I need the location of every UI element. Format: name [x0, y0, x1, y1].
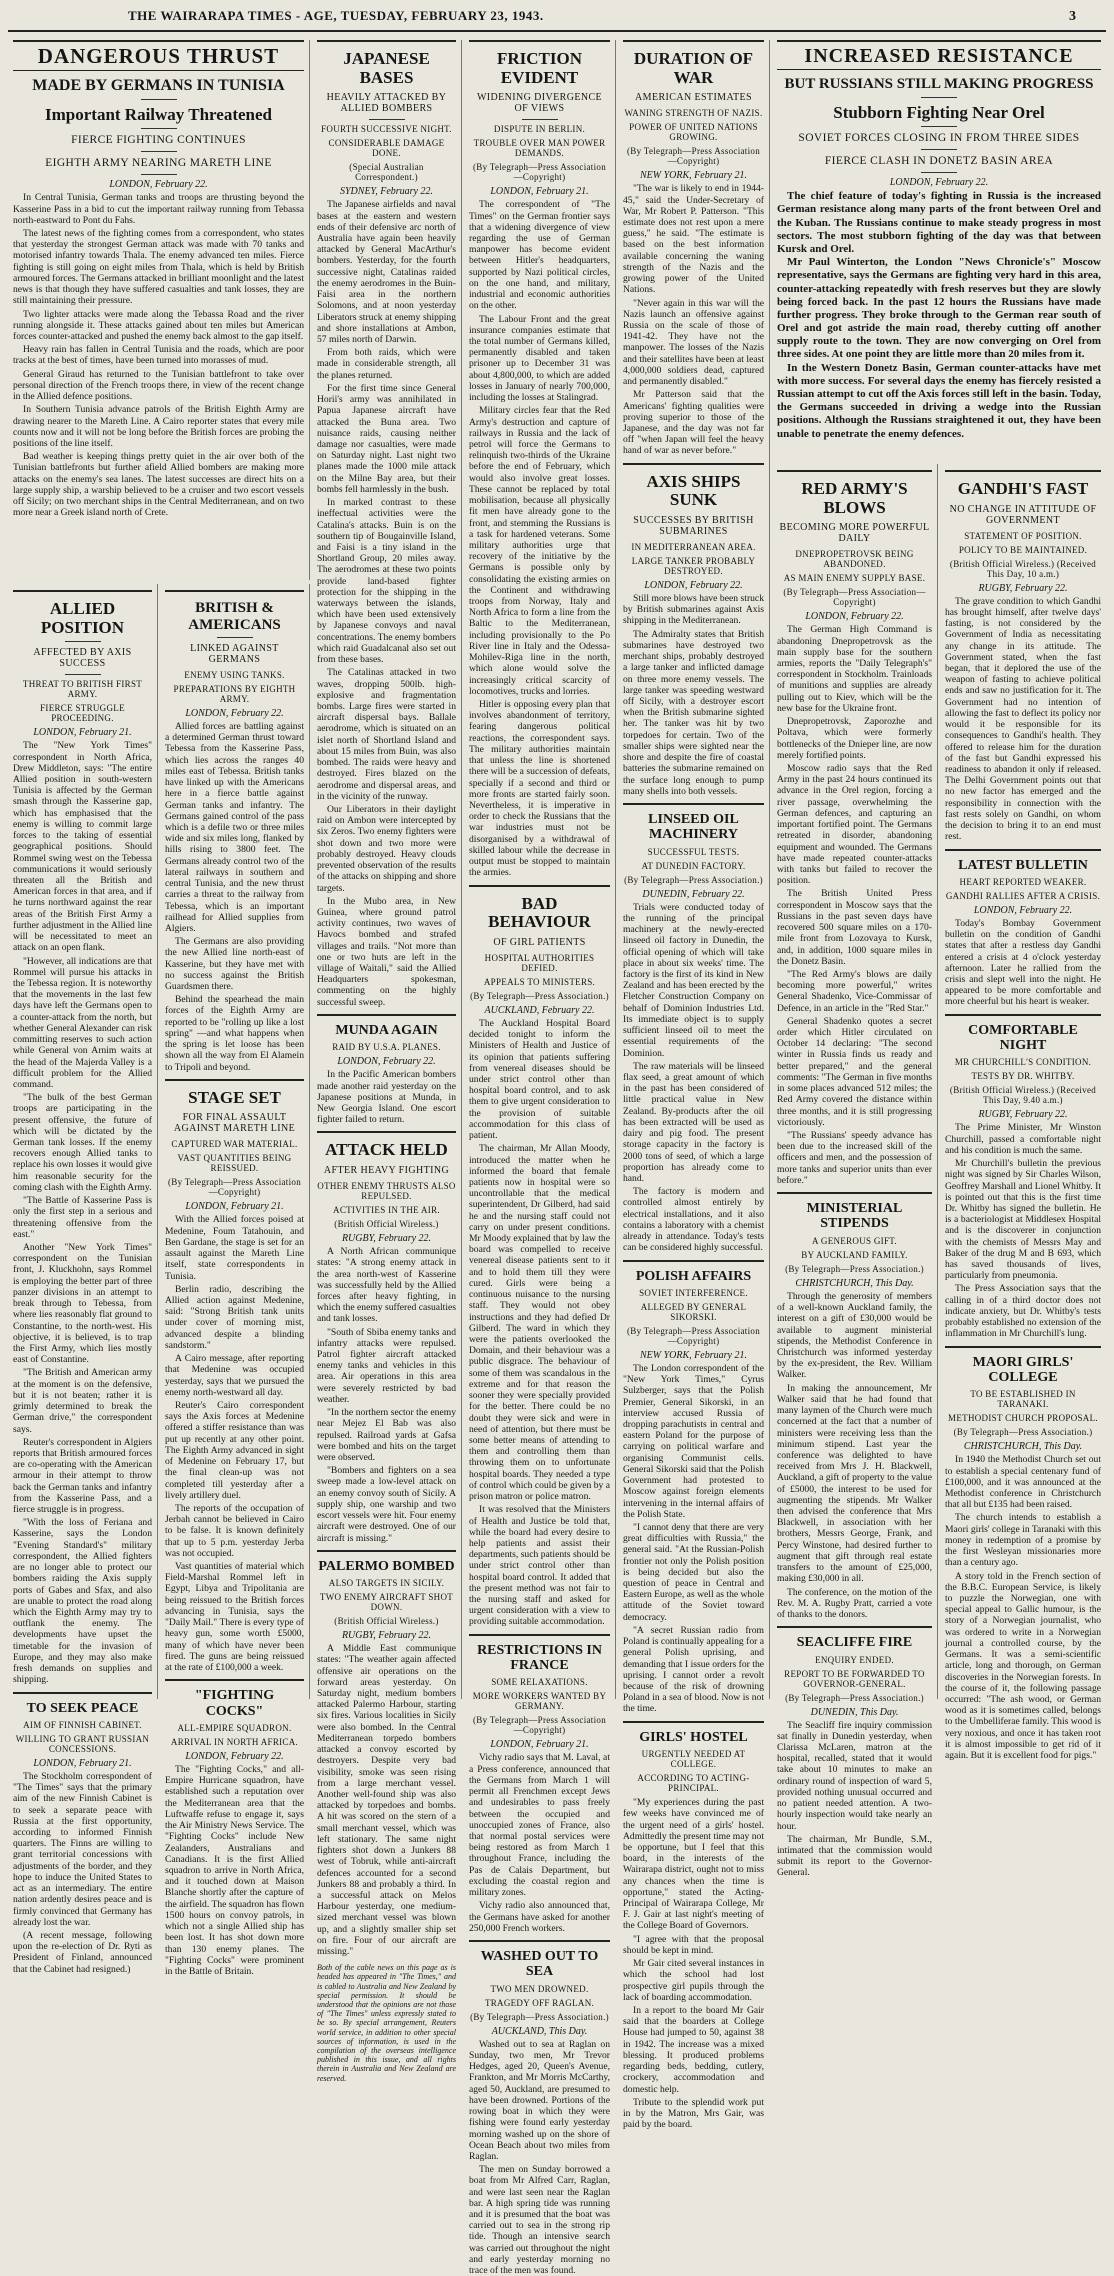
page-number: 3 — [1069, 9, 1076, 24]
headline-bad-behaviour: BAD BEHAVIOUR — [488, 893, 591, 932]
column-7-lower — [940, 464, 1106, 1762]
subhead: PREPARATIONS BY EIGHTH ARMY. — [173, 684, 296, 704]
paragraph: Another "New York Times" correspondent on the Tunisian front, J. Kluckhohn, says Rommel is employing the better part of three panzer divisions in an attempt to break through to Tebessa, from where lies reasonably flat ground to Constantine, to the north-west. His objective, it is believed, is to trap the First Army, which lies mostly east of Constantine. — [13, 1242, 152, 1366]
headline-red-army-blows: RED ARMY'S BLOWS — [801, 479, 908, 517]
headline-washed-out: WASHED OUT TO SEA — [480, 1948, 599, 1980]
divider — [65, 674, 101, 675]
paragraph: The Admiralty states that British submarines have destroyed two merchant ships, probably destroyed a large tanker and inflicted damage on three more enemy vessels. The large tanker was speeding westward off Sicily, with a destroyer escort when the British submarine sighted her. The tanker was hit by two torpedoes for certain. Two of the smaller ships were sighted near the shore and despite the fire of coastal batteries the submarine remained on the surface long enough to pump many shells into both vessels. — [623, 628, 764, 797]
article-latest-bulletin — [945, 849, 1101, 1008]
subhead: SOVIET INTERFERENCE. — [639, 1287, 748, 1298]
dateline: NEW YORK, February 21. — [640, 1349, 747, 1361]
paragraph: Berlin radio, describing the Allied action against Medenine, said: "Strong British tank units under cover of morning mist, advanced despite a blinding sandstorm." — [165, 1283, 304, 1351]
headline-girls-hostel: GIRLS' HOSTEL — [639, 1729, 748, 1745]
paragraph: The reports of the occupation of Jerbah cannot be believed in Cairo to be false. It is known definitely that up to 5 p.m. yesterday Jerba was not occupied. — [165, 1502, 304, 1559]
paragraph: Vast quantities of material which Field-Marshal Rommel left in Egypt, Libya and Tripolitania are being reissued to the British forces advancing in Tunisia, says the "Daily Mail." There is every type of heavy gun, some worth £5000, many of which have never been fired. The guns are being reissued at the rate of £100,000 a week. — [165, 1561, 304, 1673]
subhead: AMERICAN ESTIMATES — [635, 92, 752, 104]
dateline: LONDON, February 22. — [644, 580, 743, 591]
credit: (British Official Wireless.) (Received This Day, 9.40 a.m.) — [949, 1085, 1097, 1106]
subhead: POLICY TO BE MAINTAINED. — [958, 544, 1088, 555]
subhead: SOME RELAXATIONS. — [491, 1677, 588, 1688]
subhead: REPORT TO BE FORWARDED TO GOVERNOR-GENERAL. — [784, 1668, 925, 1689]
subhead-made-by-germans: MADE BY GERMANS IN TUNISIA — [32, 77, 285, 95]
article-duration-of-war — [623, 40, 764, 457]
paragraph: Hitler is opposing every plan that involves abandonment of territory, fearing dangerous political reactions, the correspondent says. The military authorities maintain that unless the line is shortened there will be a succession of defeats, specially if a second and third or more fronts are started fairly soon. Nevertheless, it is imperative in order to check the Russians that the war industries must not be disorganised by a withdrawal of skilled labour while the decrease in output must be stopped to maintain the armies. — [469, 699, 610, 879]
subhead: OTHER ENEMY THRUSTS ALSO REPULSED. — [317, 1181, 456, 1202]
subhead-railway-threatened: Important Railway Threatened — [45, 104, 272, 124]
subhead: DNEPROPETROVSK BEING ABANDONED. — [795, 549, 914, 570]
paragraph: Still more blows have been struck by British submarines against Axis shipping in the Mediterranean. — [623, 593, 764, 627]
paragraph: Mr Churchill's bulletin the previous night was signed by Sir Charles Wilson, Geoffrey Marshall and Lionel Whitby. It is pointed out that this is the first time Dr. Whitby has signed the bulletin. He is a bacteriologist at Middlesex Hospital and is the discoverer in conjunction with the chemists of Messrs May and Baker of the drug M and B 693, which has saved thousands of lives, particularly from pneumonia. — [945, 1158, 1101, 1282]
subhead: ACTIVITIES IN THE AIR. — [333, 1205, 440, 1216]
subhead: WANING STRENGTH OF NAZIS. — [624, 108, 763, 119]
divider — [921, 149, 957, 150]
copyright-note: Both of the cable news on this page as is headed has appeared in "The Times," and is cabled to Australia and New Zealand by special permission. It should be understood that the opinions are not those of "The Times" unless expressly stated to be so. By special arrangement, Reuters world service, in addition to other special sources of information, is used in the compilation of the overseas intelligence published in this issue, and all rights therein in Australia and New Zealand are reserved. — [317, 1963, 456, 2083]
credit: (By Telegraph—Press Association—Copyright) — [168, 1177, 301, 1198]
article-ministerial-stipends — [777, 1192, 932, 1620]
paragraph: Heavy rain has fallen in Central Tunisia and the roads, which are poor tracks at the best of times, have been turned into morasses of mud. — [13, 344, 304, 367]
paragraph: The Press Association says that the calling in of a third doctor does not indicate anxiety, but Dr. Whitby's tests probably established no extension of the inflammation in Mr Churchill's lung. — [945, 1283, 1101, 1340]
subhead: CAPTURED WAR MATERIAL. — [171, 1139, 298, 1150]
article-restrictions-france — [469, 1634, 610, 1934]
article-fighting-cocks — [165, 1679, 304, 1977]
divider — [217, 637, 253, 638]
credit: (British Official Wireless.) — [334, 1219, 439, 1230]
paragraph: The "New York Times" correspondent in North Africa, Drew Middleton, says: "The entire Allied position in south-western Tunisia is affected by the German smash through the Kasserine gap, which has emphasised that the enemy is willing to commit large forces to the taking of essential geographical positions. Should Rommel swing west on the Tebessa communications it would seriously threaten all the British and American forces in that area, and if he turns northward against the rear areas of the British First Army a further adjustment in the Allied line will be necessitated to meet an attack on an open flank. — [13, 740, 152, 954]
paragraph: In the Western Donetz Basin, German counter-attacks have met with more success. For several days the enemy has fiercely resisted a Russian attempt to cut off the Axis forces still left in the basin. Today, the Germans succeeded in driving a wedge into the Russian positions. Although the Russians straightened it out, they have been unable to penetrate the enemy defences. — [777, 361, 1102, 440]
article-japanese-bases — [317, 40, 456, 1008]
article-axis-ships-sunk — [623, 463, 764, 797]
dateline: LONDON, February 22. — [185, 708, 284, 719]
subhead: ALL-EMPIRE SQUADRON. — [177, 1723, 292, 1733]
credit: (By Telegraph—Press Association.) — [785, 1263, 924, 1274]
paragraph: "South of Sbiba enemy tanks and infantry attacks were repulsed. Patrol fighter aircraft attacked enemy tanks and vehicles in this area. Air operations in this area were severely restricted by bad weather. — [317, 1326, 456, 1405]
paragraph: For the first time since General Horii's army was annihilated in Papua Japanese aircraft have attacked the Buna area. Two nuisance raids, causing neither damage nor casualties, were made on Saturday night. Last night two planes made the 1000 mile attack on the Milne Bay area, but their bombs fell harmlessly in the bush. — [317, 382, 456, 495]
paragraph: The Stockholm correspondent of "The Times" says that the primary aim of the new Finnish Cabinet is to seek a separate peace with Russia at the first opportunity, according to informed Finnish quarters. The Finns are willing to grant territorial concessions with adjustments of the border, and they hope to induce the United States to act as an intermediary. The entire nation ardently desires peace and is firmly convinced that Germany has already lost the war. — [13, 1770, 152, 1928]
credit: (By Telegraph—Press Association.) — [785, 1692, 924, 1703]
headline-munda-again: MUNDA AGAIN — [335, 1022, 438, 1038]
paragraph: The church intends to establish a Maori girls' college in Taranaki with this money in redemption of a promise by the first Wesleyan missionaries more than a century ago. — [945, 1512, 1101, 1569]
subhead: ALSO TARGETS IN SICILY. — [328, 1578, 445, 1589]
subhead: AT DUNEDIN FACTORY. — [641, 860, 746, 871]
credit: (By Telegraph—Press Association—Copyright) — [473, 1715, 606, 1736]
divider — [921, 172, 957, 173]
article-comfortable-night — [945, 1014, 1101, 1340]
paragraph: Mr Patterson said that the Americans' fighting qualities were proving superior to those of the Japanese, and the day was not far off "when Japan will feel the heavy hand of war as never before." — [623, 389, 764, 457]
paragraph: In the Mubo area, in New Guinea, where ground patrol activity continues, two waves of Havocs bombed and strafed villages and trails. "Not more than one or two huts are left in the village of Waitali," said the Allied Headquarters spokesman, commenting on the highly successful sweep. — [317, 895, 456, 1008]
subhead: AFTER HEAVY FIGHTING — [323, 1165, 450, 1177]
headline-restrictions-france: RESTRICTIONS IN FRANCE — [477, 1642, 602, 1674]
paragraph: "A secret Russian radio from Poland is continually appealing for a general Polish uprising, and demanding that I issue orders for the uprising. I cannot order a revolt because of the risk of drowning Poland in a sea of blood. Now is not the time. — [623, 1624, 764, 1715]
headline-fighting-cocks: "FIGHTING COCKS" — [194, 1688, 275, 1719]
paragraph: "In the northern sector the enemy near Mejez El Bab was also repulsed. Railroad yards at Gafsa were bombed and hits on the target were observed. — [317, 1407, 456, 1464]
subhead: DISPUTE IN BERLIN. — [493, 124, 586, 135]
column-5 — [618, 40, 770, 2131]
subhead: HEAVILY ATTACKED BY ALLIED BOMBERS — [326, 92, 447, 115]
subhead: LINKED AGAINST GERMANS — [190, 643, 279, 665]
subhead: TESTS BY DR. WHITBY. — [971, 1071, 1075, 1082]
paragraph: The latest news of the fighting comes from a correspondent, who states that yesterday the strongest German attack was made with 70 tanks and motorised infantry towards Thala. The enemy advanced ten miles. Fierce fighting is still going on eight miles from Thala, which is held by British armoured forces. The Germans attacked in brilliant moonlight and the latest news is that though they have suffered casualties and tank losses, they are still maintaining their pressure. — [13, 228, 305, 307]
paragraph: Our Liberators in their daylight raid on Ambon were intercepted by six Zeros. Two enemy fighters were shot down and two more were probably destroyed. Heavy clouds prevented observation of the results of the attacks on shipping and shore targets. — [317, 803, 456, 894]
article-attack-held — [317, 1131, 456, 1543]
article-polish-affairs — [623, 1260, 764, 1715]
paragraph: The Prime Minister, Mr Winston Churchill, passed a comfortable night and his condition is much the same. — [945, 1122, 1101, 1156]
credit: (By Telegraph—Press Association—Copyright) — [473, 162, 606, 183]
dateline: LONDON, February 22. — [805, 611, 904, 623]
credit: (British Official Wireless.) (Received This Day, 10 a.m.) — [949, 558, 1097, 579]
paragraph: Two lighter attacks were made along the Tebassa Road and the river running alongside it. These attacks gained about ten miles but American forces counter-attacked and pushed the enemy back almost to the gap itself. — [13, 308, 304, 342]
headline-british-americans: BRITISH & AMERICANS — [188, 600, 281, 633]
dateline: LONDON, February 22. — [973, 904, 1073, 916]
paragraph: Mr Paul Winterton, the London "News Chronicle's" Moscow representative, says the Germans are fighting very hard in this area, counter-attacking repeatedly with fresh reserves but they are slowly being forced back. In the past 12 hours the Russians have made further progress. They broke through to the German rear south of Orel and got astride the main road, thereby cutting off another supply route to the town. They are now converging on Orel from three sides. At one point they are little more than 20 miles from it. — [777, 256, 1101, 361]
paragraph: Dnepropetrovsk, Zaporozhe and Poltava, which were formerly bottlenecks of the Dnieper line, are now merely fortified points. — [777, 716, 932, 761]
paragraph: Today's Bombay Government bulletin on the condition of Gandhi states that after a restless day Gandhi entered a crisis at 4 o'clock yesterday afternoon. Later he rallied from the crisis and slept well into the night. He appeared to be more comfortable and more cheerful but his heart is weaker. — [945, 917, 1101, 1008]
subhead: STATEMENT OF POSITION. — [964, 530, 1082, 541]
dateline: LONDON, February 21. — [490, 1739, 589, 1751]
subhead: BECOMING MORE POWERFUL DAILY — [779, 522, 930, 545]
subhead: FOURTH SUCCESSIVE NIGHT. — [321, 124, 452, 135]
paragraph: Bad weather is keeping things pretty quiet in the air over both of the Tunisian battlefronts but further afield Allied bombers are making more attacks on the enemy's sea lanes. The latest successes are direct hits on a large supply ship, a warship believed to be a cruiser and two escort vessels off Sicily; on two merchant ships in the Central Mediterranean, and on two more near a Greek island north of Crete. — [13, 451, 304, 519]
column-3 — [312, 40, 462, 2083]
paragraph: A North African communique states: "A strong enemy attack in the area north-west of Kasserine was successfully held by the Allied forces after heavy fighting, in which the enemy suffered casualties and tank losses. — [317, 1246, 456, 1325]
paragraph: In 1940 the Methodist Church set out to establish a special centenary fund of £100,000, and it was announced at the Methodist conference in Christchurch that all but £135 had been raised. — [945, 1454, 1101, 1511]
dateline: DUNEDIN, This Day. — [810, 1706, 899, 1718]
credit: (British Official Wireless.) — [334, 1616, 439, 1627]
headline-increased-resistance: INCREASED RESISTANCE — [777, 40, 1101, 70]
subhead: TO BE ESTABLISHED IN TARANAKI. — [970, 1389, 1076, 1410]
subhead: BY AUCKLAND FAMILY. — [801, 1249, 908, 1260]
paragraph: The correspondent of "The Times" on the German frontier says that a widening divergence of view regarding the use of German manpower has become evident between Hitler's headquarters, supported by Nazi political circles, on the one hand, and military, industrial and economic authorities on the other. — [469, 199, 610, 312]
article-palermo-bombed — [317, 1550, 456, 1958]
divider — [141, 128, 177, 129]
paragraph: The British United Press correspondent in Moscow says that the Russians in the past seven days have recovered 500 square miles on a 170-mile front from Lozovaya to Kursk, and, in addition, 1000 square miles in the Donetz Basin. — [777, 888, 932, 967]
paragraph: "Bombers and fighters on a sea sweep made a low-level attack on an enemy convoy south of Sicily. A supply ship, one warship and two escort vessels were hit. Four enemy aircraft were destroyed. One of our aircraft is missing." — [317, 1465, 456, 1544]
headline-maori-girls-college: MAORI GIRLS' COLLEGE — [972, 1354, 1074, 1385]
subhead: URGENTLY NEEDED AT COLLEGE. — [641, 1749, 746, 1770]
dateline: DUNEDIN, February 22. — [642, 888, 745, 900]
paragraph: "I agree with that the proposal should be kept in mind. — [623, 1933, 764, 1956]
column-2-lower — [160, 584, 310, 1977]
headline-seacliffe-fire: SEACLIFFE FIRE — [796, 1635, 913, 1651]
subhead: FIERCE STRUGGLE PROCEEDING. — [40, 703, 125, 724]
paragraph: "The war is likely to end in 1944-45," said the Under-Secretary of War, Mr Robert P. Patterson. "This estimate does not rest upon a mere guess," he said. "The estimate is based on the best information available concerning the waning strength of the Nazis and the growing power of the United Nations. — [623, 183, 764, 296]
dateline: LONDON, February 22. — [337, 1056, 436, 1068]
paragraph: The chairman, Mr Allan Moody, introduced the matter when he informed the board that female patients now in hospital were so uncontrollable that the medical superintendent, Dr Gilberd, had said he and the nursing staff could not carry on under present conditions. Mr Moody explained that by law the board was compelled to receive venereal disease patients sent to it and to hold them till they were cured. Girls were being a continuous nuisance to the nursing staff. They would not obey instructions and they had defied Dr Gilberd. The ward in which they were the patients overlooked the Domain, and their behaviour was a public disgrace. The behaviour of some of them was scandalous in the extreme and for that reason the sooner they were specially provided for the better. There could be no doubt they were sick and were in need of attention, but there must be some better means of attending to them and controlling them than throwing them on to unfortunate hospital boards. They needed a type of control which could be given by a prison matron or police matron. — [469, 1143, 610, 1503]
subhead: VAST QUANTITIES BEING REISSUED. — [177, 1153, 292, 1174]
divider — [921, 97, 957, 98]
dateline: RUGBY, February 22. — [978, 582, 1068, 594]
paragraph: The Japanese airfields and naval bases at the eastern and western ends of their defensive arc north of Australia have again been heavily attacked by General MacArthur's bombers. Yesterday, for the fourth successive night, Catalinas raided the enemy aerodromes in the Buin-Faisi area in the northern Solomons, and at noon yesterday Liberators struck at enemy shipping and shore installations at Ambon, 57 miles north of Darwin. — [317, 199, 456, 345]
paragraph: Military circles fear that the Red Army's destruction and capture of railways in Russia and the lack of petrol will force the Germans to relinquish two-thirds of the Ukraine before the end of February, which would also involve great losses. These cannot be replaced by total mobilisation, because all physically fit men have already gone to the front, and stemming the Russians is a task for hardened veterans. Some military authorities urge that recovery of the initiative by the Germans is possible only by consolidating the existing armies on the Continent and withdrawing troops from Norway, Italy and North Africa to form a line from the Baltic to the Mediterranean, including provisionally to the Po River line in Italy and the Odessa-Mohilev-Riga line in the north, which alone would solve the increasingly critical scarcity of locomotives, trucks and lorries. — [469, 405, 610, 697]
article-gandhi-fast — [945, 470, 1101, 843]
headline-allied-position: ALLIED POSITION — [40, 599, 125, 637]
headline-japanese-bases: JAPANESE BASES — [343, 49, 430, 87]
column-1-lower — [8, 584, 158, 1975]
paragraph: Reuter's Cairo correspondent says the Axis forces at Medenine offered a stiffer resistance than was put up recently at any other point. The Eighth Army advanced in sight of Medenine on February 17, but the final clean-up was not completed till yesterday after a lively artillery duel. — [165, 1399, 304, 1501]
paragraph: The Labour Front and the great insurance companies estimate that the total number of Germans killed, permanently disabled and taken prisoner up to December 31 was about 4,800,000, to which are added losses in January of nearly 700,000, including the losses at Stalingrad. — [469, 313, 610, 404]
subhead: WIDENING DIVERGENCE OF VIEWS — [476, 92, 603, 115]
paragraph: "The Russians' speedy advance has been due to the increased skill of the officers and men, and the possession of more tanks and superior units than ever before." — [777, 1130, 932, 1186]
paragraph: In Central Tunisia, German tanks and troops are thrusting beyond the Kasserine Pass in a bid to cut the important railway running from Tebassa north-eastward to Pont du Fahs. — [13, 192, 304, 226]
headline-attack-held: ATTACK HELD — [325, 1140, 448, 1160]
article-friction-evident — [469, 40, 610, 879]
subhead: METHODIST CHURCH PROPOSAL. — [948, 1413, 1098, 1424]
masthead — [8, 6, 1106, 32]
paragraph: "I cannot deny that there are very great difficulties with Russia," the general said. "At the Russian-Polish frontier not only the Polish position is being decided but also the question of peace in Central and Eastern Europe, as well as the whole attitude of the Soviet toward democracy. — [623, 1521, 764, 1623]
paragraph: From both raids, which were made in considerable strength, all the planes returned. — [317, 347, 456, 381]
credit: (By Telegraph—Press Association—Copyright) — [783, 587, 926, 608]
dateline: SYDNEY, February 22. — [340, 186, 433, 198]
paragraph: It was resolved that the Ministers of Health and Justice be told that, while the board had every desire to help patients and assist their departments, such patients should be under strict control other than hospital board control. It added that the present method was not fair to the nursing staff and asked for urgent consideration with a view to providing suitable accommodation. — [469, 1504, 610, 1628]
subhead: SUCCESSES BY BRITISH SUBMARINES — [633, 515, 754, 537]
paragraph: A story told in the French section of the B.B.C. European Service, is likely to puzzle the Norwegian, one with special appeal to Gallic humour, is the story of a Norwegian journalist, who was ordered to write in a Norwegian journal a controlled course, by the Germans. It was a semi-scientific article, long and thorough, on German discoveries in the Norwegian forests. In the course of it, the following passage occurred: "The ash wood, or German wood as it is sometimes called, belongs to the Umbelliferae family. This wood is very noxious, and once it has taken root it is almost impossible to get rid of it again. But it is excellent food for pigs." — [945, 1570, 1101, 1762]
dateline: LONDON, February 22. — [109, 179, 208, 191]
divider — [141, 99, 177, 100]
dateline: AUCKLAND, February 22. — [484, 1004, 595, 1016]
headline-ministerial-stipends: MINISTERIAL STIPENDS — [806, 1201, 903, 1232]
paragraph: The men on Sunday borrowed a boat from Mr Alfred Carr, Raglan, and were last seen near the Raglan bar. A high spring tide was running and it is presumed that the boat was carried out to sea in the strong rip tide. Though an intensive search was carried out throughout the night and early yesterday morning no trace of the men was found. — [469, 2164, 610, 2276]
paragraph: "The Red Army's blows are daily becoming more powerful," writes General Shadenko, Vice-Commissar of Defence, in an article in the "Red Star." — [777, 968, 932, 1014]
paragraph: "Never again in this war will the Nazis launch an offensive against Russia on the scale of those of 1941-42. They have not the manpower. The losses of the Nazis and their satellites have been at least 4,000,000 soldiers dead, captured and permanently disabled." — [623, 297, 764, 388]
paragraph: The grave condition to which Gandhi has brought himself, after twelve days' fasting, is not considered by the Government of India as necessitating any change in its attitude. The Government stated, when the fast began, that it deplored the use of the weapon of fasting to achieve political ends and saw no justification for it. The Government had no intention of allowing the fast to deflect its policy nor would it be responsible for its consequences to Gandhi's health. They offered to release him for the duration of the fast but Gandhi expressed his readiness to abandon it only if released. The Delhi Government points out that no new factor has emerged and the responsibility in connection with the fast rests solely on Gandhi, on whom the decision to bring it to an end must rest. — [945, 595, 1101, 843]
paragraph: The Seacliff fire inquiry commission sat finally in Dunedin yesterday, when Clarissa McLaren, matron at the hospital, recalled, stated that it would take about 10 minutes to make an ordinary round of inspection of ward 5, provided nothing unusual occurred and no patient needed attention. A two-hourly inspection would take nearly an hour. — [777, 1719, 932, 1832]
article-maori-girls-college — [945, 1346, 1101, 1762]
headline-palermo-bombed: PALERMO BOMBED — [318, 1558, 455, 1574]
subhead-eighth-army: EIGHTH ARMY NEARING MARETH LINE — [45, 157, 272, 170]
paragraph: In marked contrast to these ineffectual activities were the Catalina's attacks. Buin is on the southern tip of Bougainville Island, and Faisi is a tiny island in the Shortland Group, 20 miles away. The aerodromes at these two points provide land-based fighter protection for the shipping in the waterways between the islands, which have been used extensively by Japanese convoys and naval concentrations. The enemy bombers which raid Guadalcanal also set out from these bases. — [317, 497, 456, 666]
paragraph: The conference, on the motion of the Rev. M. A. Rugby Pratt, carried a vote of thanks to the donors. — [777, 1586, 932, 1620]
paragraph: The Catalinas attacked in two waves, dropping 500lb. high-explosive and fragmentation bombs. Large fires were started in aircraft dispersal bays. Ballale aerodrome, which is situated on an islet north of Shortland Island and about 15 miles from Buin, was also bombed. The raids were heavy and destroyed. Fires blazed on the aerodrome and dispersal areas, and in the vicinity of the runway. — [317, 667, 456, 802]
subhead: Stubborn Fighting Near Orel — [833, 102, 1045, 122]
divider — [921, 126, 957, 127]
paragraph: The chief feature of today's fighting in Russia is the increased German resistance along many parts of the front between Orel and the Kuban. The Russians continue to make steady progress in most sectors. The most stubborn fighting of the day was that between Kursk and Orel. — [777, 190, 1101, 255]
subhead: CONSIDERABLE DAMAGE DONE. — [328, 138, 445, 159]
paragraph: A Cairo message, after reporting that Medenine was occupied yesterday, says that we pursued the enemy north-westward all day. — [165, 1353, 304, 1398]
dateline: RUGBY, February 22. — [341, 1630, 432, 1642]
subhead: FIERCE CLASH IN DONETZ BASIN AREA — [824, 155, 1054, 168]
paragraph: In Southern Tunisia advance patrols of the British Eighth Army are drawing nearer to the Mareth Line. A Cairo reporter states that every mile counts now and it will not be long before the British forces are probing the positions of the line itself. — [13, 404, 304, 449]
article-allied-position — [13, 590, 152, 1686]
subhead: GANDHI RALLIES AFTER A CRISIS. — [945, 890, 1101, 901]
headline-dangerous-thrust: DANGEROUS THRUST — [13, 40, 304, 71]
subhead: ACCORDING TO ACTING-PRINCIPAL. — [637, 1773, 750, 1794]
masthead-title: THE WAIRARAPA TIMES - AGE, TUESDAY, FEBRUARY 23, 1943. — [128, 8, 544, 23]
subhead: ARRIVAL IN NORTH AFRICA. — [170, 1737, 299, 1747]
subhead: MORE WORKERS WANTED BY GERMANY. — [472, 1691, 607, 1712]
credit: (By Telegraph—Press Association.) — [470, 2011, 609, 2022]
headline-stage-set: STAGE SET — [188, 1087, 281, 1107]
subhead: IN MEDITERRANEAN AREA. — [631, 542, 756, 552]
dateline: LONDON, February 21. — [490, 186, 589, 198]
subhead: TROUBLE OVER MAN POWER DEMANDS. — [473, 138, 606, 159]
subhead: SOVIET FORCES CLOSING IN FROM THREE SIDES — [798, 132, 1080, 145]
subhead: HEART REPORTED WEAKER. — [959, 876, 1087, 887]
credit: (By Telegraph—Press Association.) — [953, 1427, 1093, 1438]
paragraph: "The Battle of Kasserine Pass is only the first step in a serious and threatening offensive from the east." — [13, 1195, 152, 1240]
paragraph: The German High Command is abandoning Dnepropetrovsk as the main supply base for the southern armies, reports the "Daily Telegraph's" correspondent in Stockholm. Trainloads of munitions and supplies are already pulling out to Kiev, which will be the new base for the Ukraine front. — [777, 624, 932, 714]
article-girls-hostel — [623, 1721, 764, 2131]
subhead: A GENEROUS GIFT. — [812, 1235, 897, 1246]
paragraph: Washed out to sea at Raglan on Sunday, two men, Mr Trevor Hedges, aged 20, Queen's Avenue, Frankton, and Mr Morris McCarthy, aged 50, Auckland, are presumed to have been drowned. Portions of the rowing boat in which they were fishing were found early yesterday morning washed up on the shore of Ocean Beach about two miles from Raglan. — [469, 2038, 610, 2162]
paragraph: "With the loss of Feriana and Kasserine, says the London "Evening Standard's" military correspondent, the Allied fighters are no longer able to protect our bombers raiding the Axis supply ports of Gabes and Sfax, and also are unable to protect the road along which the Eighth Army may try to outflank the enemy. The developments have upset the timetable for the invasion of Europe, and they may also make fresh demands on supplies and shipping. — [13, 1517, 152, 1686]
headline-comfortable-night: COMFORTABLE NIGHT — [968, 1022, 1078, 1054]
paragraph: In a report to the board Mr Gair said that the boarders at College House had jumped to 50, against 38 in 1942. The increase was a mixed blessing. It produced problems regarding beds, bedding, cutlery, crockery, accommodation and domestic help. — [623, 2005, 764, 2095]
paragraph: "The British and American army at the moment is on the defensive, but it is not beaten; rather it is grimly determined to break the German drive," the correspondent says. — [13, 1367, 152, 1435]
subhead: TWO ENEMY AIRCRAFT SHOT DOWN. — [319, 1592, 454, 1613]
dateline: AUCKLAND, This Day. — [491, 2025, 588, 2037]
paragraph: Trials were conducted today of the running of the principal machinery at the newly-erected linseed oil factory in Dunedin, the official opening of which will take place in about six weeks' time. The factory is the first of its kind in New Zealand and has been erected by the Fletcher Construction Company on behalf of Dominion Industries Ltd. Its immediate object is to supply sufficient linseed oil to meet the essential requirements of the Dominion. — [623, 901, 764, 1059]
divider — [141, 151, 177, 152]
article-bad-behaviour — [469, 885, 610, 1628]
article-british-americans — [165, 590, 304, 1073]
paragraph: A Middle East communique states: "The weather again affected offensive air operations on the forward areas yesterday. On Saturday night, medium bombers attacked Palermo Harbour, starting six fires. Various localities in Sicily were also bombed. In the Central Mediterranean torpedo bombers attacked a convoy escorted by destroyers. Despite very bad visibility, smoke was seen rising from a large merchant vessel. Another well-found ship was also attacked by torpedoes and bombs. A hit was scored on the stern of a small merchant vessel, which was left stationary. The same night fighters shot down a Junkers 88 west of Tobruk, while anti-aircraft defences accounted for a second Junkers 88 and probably a third. In a successful attack on Melos Harbour yesterday, one medium-sized merchant vessel was blown up, and a slightly smaller ship set on fire. Four of our aircraft are missing." — [317, 1643, 456, 1958]
dateline: RUGBY, February 22. — [341, 1233, 432, 1245]
subhead: RAID BY U.S.A. PLANES. — [332, 1042, 441, 1053]
subhead: OF GIRL PATIENTS — [493, 936, 586, 948]
paragraph: Behind the spearhead the main forces of the Eighth Army are reported to be "rolling up like a lost spring" —and what happens when the spring is let loose has been shown all the way from El Alamein to Tripoli and beyond. — [165, 994, 304, 1073]
credit: (Special Australian Correspondent.) — [349, 162, 424, 183]
article-stage-set — [165, 1079, 304, 1673]
subhead: AFFECTED BY AXIS SUCCESS — [33, 647, 132, 670]
paragraph: (A recent message, following upon the re-election of Dr. Ryti as President of Finland, announced that the Cabinet had resigned.) — [13, 1929, 152, 1975]
subhead: AS MAIN ENEMY SUPPLY BASE. — [783, 573, 926, 584]
article-red-army — [777, 470, 932, 1186]
divider — [141, 174, 177, 175]
column-lead — [8, 40, 310, 580]
headline-friction-evident: FRICTION EVIDENT — [496, 49, 582, 87]
paragraph: With the Allied forces poised at Medenine, Foum Tatahouin, and Ben Gardane, the stage is set for an assault against the Mareth Line itself, state correspondents in Tunisia. — [165, 1214, 304, 1282]
dateline: LONDON, February 21. — [33, 1757, 132, 1769]
subhead: SUCCESSFUL TESTS. — [647, 846, 740, 857]
subhead: HOSPITAL AUTHORITIES DEFIED. — [484, 952, 595, 973]
paragraph: Allied forces are battling against a determined German thrust toward Tebessa from the Kasserine Pass, which lies across the ranges 40 miles east of Tebessa. British tanks have linked up with the Americans here in a fierce battle against German tanks and infantry. The Germans gained control of the pass which is a defile two or three miles wide and six miles long, flanked by hills rising to 3800 feet. The Germans already control two of the lateral railways in southern and central Tunisia, and the new thrust carries a threat to the railway from Tebessa, which is an important railhead for Allied supplies from Algiers. — [165, 721, 304, 934]
paragraph: In the Pacific American bombers made another raid yesterday on the Japanese positions at Munda, in New Georgia Island. One escort fighter failed to return. — [317, 1069, 456, 1126]
subhead: APPEALS TO MINISTERS. — [483, 976, 596, 987]
subhead: WILLING TO GRANT RUSSIAN CONCESSIONS. — [15, 1733, 150, 1754]
paragraph: General Shadenko quotes a secret order which Hitler circulated on October 14 declaring: "The second winter in Russia finds us ready and better prepared," and the general comments: "The German in five months in some places advanced 512 miles; the Red Army covered the distance within three months, and it is still progressing victoriously. — [777, 1015, 932, 1128]
subhead: ENEMY USING TANKS. — [184, 670, 285, 680]
headline-polish-affairs: POLISH AFFAIRS — [635, 1268, 752, 1284]
paragraph: The factory is modern and controlled almost entirely by electrical installations, and it also contains a laboratory with a chemist already in attendance. Today's tests can be considered highly successful. — [623, 1186, 764, 1254]
subhead-fierce-fighting: FIERCE FIGHTING CONTINUES — [71, 134, 246, 147]
headline-to-seek-peace: TO SEEK PEACE — [26, 1700, 139, 1716]
subhead: TWO MEN DROWNED. — [490, 1983, 589, 1994]
subhead: LARGE TANKER PROBABLY DESTROYED. — [631, 556, 756, 576]
column-right-lead — [772, 40, 1106, 460]
headline-duration-of-war: DURATION OF WAR — [633, 49, 754, 87]
headline-axis-ships-sunk: AXIS SHIPS SUNK — [646, 471, 741, 510]
subhead: BUT RUSSIANS STILL MAKING PROGRESS — [784, 76, 1094, 92]
paragraph: The "Fighting Cocks," and all-Empire Hurricane squadron, have established such a reputation over the Mediterranean area that the Luftwaffe refuse to engage it, says the Air Ministry News Service. The "Fighting Cocks" include New Zealanders, Australians and Canadians. It is the first Allied squadron to arrive in North Africa, and it touched down at Maison Blanche shortly after the capture of the airfield. The squadron has flown 1500 hours on convoy patrols, in which not a single Allied ship has been lost. It has shot down more than 130 enemy planes. The "Fighting Cocks" were prominent in the Battle of Britain. — [165, 1764, 304, 1977]
article-seek-peace — [13, 1692, 152, 1975]
dateline: CHRISTCHURCH, This Day. — [963, 1441, 1083, 1453]
dateline: LONDON, February 22. — [889, 177, 989, 189]
paragraph: Reuter's correspondent in Algiers reports that British armoured forces are co-operating with the American armour in their attempt to throw back the German tanks and infantry from the Kasserine Pass, and a fierce struggle is in progress. — [13, 1436, 152, 1516]
paragraph: The raw materials will be linseed flax seed, a great amount of which in the past has been considered of little practical value in New Zealand. By-products after the oil has been extracted will be used as dairy and pig food. The present storage capacity in the factory is 2000 tons of seed, of which a large proportion has already come to hand. — [623, 1060, 764, 1184]
subhead: MR CHURCHILL'S CONDITION. — [954, 1057, 1092, 1068]
article-munda-again — [317, 1014, 456, 1125]
paragraph: Through the generosity of members of a well-known Auckland family, the interest on a gift of £30,000 would be available to augment ministerial stipends, the Methodist Conference in Christchurch was informed yesterday by the ex-president, the Rev. William Walker. — [777, 1290, 932, 1381]
headline-linseed-oil: LINSEED OIL MACHINERY — [648, 811, 739, 843]
paragraph: The chairman, Mr Bundle, S.M., intimated that the commission would submit its report to the Governor-General. — [777, 1833, 932, 1879]
subhead: FOR FINAL ASSAULT AGAINST MARETH LINE — [173, 1112, 296, 1135]
paragraph: Vichy radio says that M. Laval, at a Press conference, announced that the Germans from March 1 will permit all Frenchmen except Jews and undesirables to pass freely between the occupied and unoccupied zones of France, also that normal postal services were being restored as from March 1 throughout France, including the Pas de Calais Department, but excluding the coastal region and military zones. — [469, 1752, 610, 1899]
paragraph: The Germans are also providing the new Allied line north-east of Kasserine, but they have met with no success against the British Guardsmen there. — [165, 936, 304, 993]
column-6-lower — [772, 464, 938, 1879]
paragraph: Mr Gair cited several instances in which the school had lost prospective girl pupils through the lack of boarding accommodation. — [623, 1958, 764, 2003]
dateline: LONDON, February 22. — [185, 1751, 284, 1762]
subhead: ENQUIRY ENDED. — [815, 1654, 894, 1665]
subhead: THREAT TO BRITISH FIRST ARMY. — [22, 679, 143, 700]
subhead: POWER OF UNITED NATIONS GROWING. — [629, 122, 758, 143]
divider — [369, 119, 405, 120]
dateline: RUGBY, February 22. — [978, 1109, 1068, 1121]
subhead: NO CHANGE IN ATTITUDE OF GOVERNMENT — [949, 503, 1097, 526]
dateline: LONDON, February 21. — [33, 727, 132, 739]
column-4 — [464, 40, 616, 2276]
article-washed-out-to-sea — [469, 1940, 610, 2276]
subhead: ALLEGED BY GENERAL SIKORSKI. — [640, 1301, 747, 1322]
credit: (By Telegraph—Press Association.) — [624, 874, 763, 885]
paragraph: The Auckland Hospital Board decided tonight to inform the Ministers of Health and Justice of its opinion that patients suffering from venereal diseases should be under strict control other than hospital board control, and to ask them to give urgent consideration to the provision of suitable accommodation for this class of patient. — [469, 1017, 610, 1142]
credit: (By Telegraph—Press Association—Copyright) — [627, 1325, 760, 1346]
article-seacliffe-fire — [777, 1626, 932, 1878]
headline-latest-bulletin: LATEST BULLETIN — [958, 857, 1088, 873]
subhead: TRAGEDY OFF RAGLAN. — [484, 1997, 595, 2008]
divider — [65, 641, 101, 642]
divider — [522, 119, 558, 120]
paragraph: "However, all indications are that Rommel will pursue his attacks in the Tebessa region. It is noteworthy that the movements in the last few days have left the Germans open to a counter-attack from the north, but whether General Alexander can risk committing reserves to such action while General von Arnim waits at the head of the Majerda Valley is a difficult problem for the Allied command. — [13, 955, 152, 1090]
credit: (By Telegraph—Press Association.) — [470, 990, 609, 1001]
paragraph: Tribute to the splendid work put in by the Matron, Mrs Gair, was paid by the board. — [623, 2096, 764, 2131]
paragraph: General Giraud has returned to the Tunisian battlefront to take over personal direction of the French troops there, in view of the recent change in the Allied defence positions. — [13, 368, 304, 403]
credit: (By Telegraph—Press Association—Copyright) — [627, 146, 760, 167]
dateline: NEW YORK, February 21. — [640, 170, 747, 182]
article-linseed-oil — [623, 803, 764, 1254]
paragraph: Vichy radio also announced that, the Germans have asked for another 250,000 French workers. — [469, 1900, 610, 1934]
headline-gandhis-fast: GANDHI'S FAST — [957, 479, 1089, 498]
dateline: CHRISTCHURCH, This Day. — [795, 1277, 914, 1289]
paragraph: In making the announcement, Mr Walker said that he had found that many laymen of the Church were much concerned at the fact that a number of ministers were receiving less than the minimum stipend. Last year the conference was delighted to have received from Mrs J. H. Blackwell, Auckland, a gift of property to the value of £5000, the interest to be used for augmenting the stipends. Mr Walker then advised the conference that Mrs Blackwell, in association with her brothers, Messrs George, Frank, and Percy Winstone, had desired further to augment that gift through real estate transfers to the amount of £25,000, making £30,000 in all. — [777, 1382, 932, 1585]
paragraph: "The bulk of the best German troops are participating in the present offensive, the future of which will be dictated by the German tank losses. If the enemy recovers enough Allied tanks to replace his own losses it would give him reasonable security for the coming clash with the Eighth Army. — [13, 1092, 152, 1193]
paragraph: Moscow radio says that the Red Army in the past 24 hours continued its advance in the Orel region, forcing a river passage, overwhelming the German defences, and capturing an important fortified point. The Germans retreated in disorder, abandoning equipment and wounded. The Germans have made repeated counter-attacks with tanks but failed to recover the position. — [777, 763, 932, 887]
dateline: LONDON, February 21. — [185, 1201, 284, 1213]
subhead: AIM OF FINNISH CABINET. — [23, 1719, 142, 1730]
paragraph: "My experiences during the past few weeks have convinced me of the urgent need of a girls' hostel. Admittedly the present time may not be opportune, but I feel that this board, in the interests of the Wairarapa district, ought not to miss any chances when the time is opportune," stated the Acting-Principal of Wairarapa College, Mr F. J. Gair at last night's meeting of the College Board of Governors. — [623, 1797, 764, 1932]
paragraph: The London correspondent of the "New York Times," Cyrus Sulzberger, says that the Polish Premier, General Sikorski, in an interview accused Russia of dropping parachutists in central and eastern Poland for the purpose of carrying on political warfare and organising Communist cells. General Sikorski said that the Polish Government had protested to Moscow against foreign elements intervening in the internal affairs of the Polish State. — [623, 1362, 764, 1520]
